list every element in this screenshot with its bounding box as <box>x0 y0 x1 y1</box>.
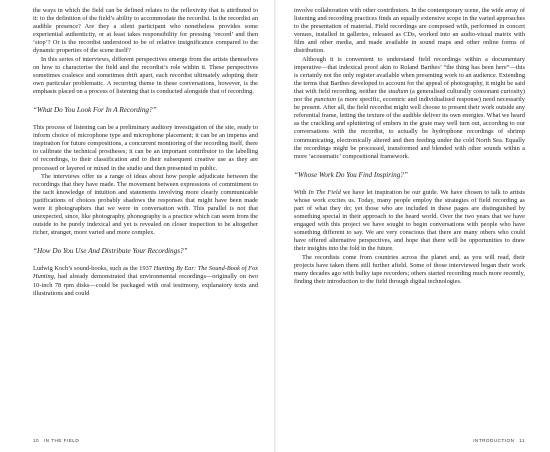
left-page-text-column <box>33 7 258 298</box>
text-run: With <box>294 188 309 196</box>
body-paragraph: the ways in which the field can be defined relates to the reflexivity that is attributed to it: to the definition of the field’s ability to accommodate the recordist. Is the recordist an audible presence? Are they a silent participant who nonetheless provides some experiential authenticity, or at least takes responsibility for pressing ‘record’ and then ‘stop’? Or is the recordist understood to be of relative insignificance compared to the dynamic properties of the scene itself? <box>33 7 258 55</box>
body-paragraph: involve collaboration with other contributors. In the contemporary scene, the wide array of listening and recording practices finds an equally extensive scope in the varied approaches to the presentation of material. Field recordings are composed with, performed in concert venues, installed in galleries, released as CDs, worked into an audio-visual matrix with film and other media, and made available in sound maps and other online forms of distribution. <box>294 7 525 55</box>
right-page-text-column <box>294 7 525 286</box>
text-run: Ludwig Koch’s sound-books, such as the 1937 <box>33 265 154 273</box>
right-page-footer <box>473 438 525 443</box>
text-run: (a generalised culturally consonant curiosity) nor the <box>294 87 525 104</box>
section-heading: “What Do You Look For In A Recording?” <box>33 106 157 115</box>
italic-title: Hunting By Ear: The Sound-Book of Fox Hunting <box>33 265 258 281</box>
text-run: Although it is convenient to understand field recordings within a documentary imperative—that indexical proof akin to Roland Barthes’ “the thing has been here”—this is certainly not the only register available when presenting work to an audience. Extending the terms that Barthes developed to account for the appeal of photography, it might be said that with field recording, neither the <box>294 55 525 95</box>
body-paragraph: The interviews offer us a range of ideas about how people adjudicate between the recordings that they have made. The movement between expressions of commitment to the tacit knowledge of intuition and statements involving more clearly communicable justifications of choices probably shadows the responses that might have been made were it photographers that we were in conversation with. This parallel is not that unexpected, since, like photography, phonography is a practice which can seem from the outside to be purely indexical and yet is revealed on closer inspection to be altogether richer, stranger, more varied and more complex. <box>33 172 258 237</box>
running-head: IN THE FIELD <box>43 438 80 443</box>
running-head: INTRODUCTION <box>473 438 515 443</box>
text-run: we have let inspiration be our guide. We have chosen to talk to artists whose work excites us. Today, many people employ the strategies of field recording as part of what they do; yet those who are included in these pages are distinguished by something special in their approach to the heard world. Over the two years that we have engaged with this project we have sought to begin conversations with people who have something different to say. We are very conscious that there are many others who could have offered alternative perspectives, and hope that there will be opportunities to draw their insights into the fold in the future. <box>294 188 525 253</box>
body-paragraph <box>294 56 525 161</box>
section-heading: “Whose Work Do You Find Inspiring?” <box>294 170 408 179</box>
text-run: (a more specific, eccentric and individualised response) need necessarily be present. After all, the field recordist might well choose to present their work outside any referential frame, letting the texture of the audible deliver its own energies. What we heard as the crackling and spluttering of embers in the grate may well turn out, according to our conversations with the recordist, to actually be hydrophone recordings of shrimp communicating, electronically altered and then feeding under the cold North Sea. Equally the recordings might be processed, transformed and blended with other sounds within a more ‘acousmatic’ compositional framework. <box>294 96 525 160</box>
right-page <box>276 0 550 452</box>
italic-title: studium <box>388 87 409 95</box>
body-paragraph: This process of listening can be a preliminary auditory investigation of the site, ready to inform choice of microphone type and microphone placement; it can be an impetus and inspiration for future compositions, a concurrent monitoring of the recording itself, there to calibrate the technical prostheses; it can be an important contributor to the labelling of recordings, to their classification and to their subsequent creative use as they are processed or layered or mixed in the studio and then presented in public. <box>33 124 258 172</box>
body-paragraph <box>294 189 525 254</box>
left-page-footer <box>33 438 79 443</box>
text-run: , had already demonstrated that environmental recordings—originally on two 10-inch 78 rpm disks—could be packaged with oral testimony, explanatory texts and illustrations and could <box>33 273 258 297</box>
page-number: 11 <box>519 438 525 443</box>
italic-title: In The Field <box>308 188 341 196</box>
page-number: 10 <box>33 438 40 443</box>
italic-title: punctum <box>314 96 336 104</box>
section-heading: “How Do You Use And Distribute Your Recordings?” <box>33 247 188 256</box>
body-paragraph <box>33 265 258 297</box>
body-paragraph: The recordists come from countries across the planet and, as you will read, their projects have taken them still further afield. Some of those interviewed began their work many decades ago with bulky tape recorders; others started recording much more recently, finding their introduction to the field through digital technologies. <box>294 253 525 285</box>
body-paragraph: In this series of interviews, different perspectives emerge from the artists themselves on how to characterise the field and the recordist’s role within it. These perspectives sometimes coalesce and sometimes drift apart, each recordist ultimately adopting their own particular problematic. A recurring theme in these conversations, however, is the emphasis placed on a process of listening that is conducted alongside that of recording. <box>33 55 258 95</box>
